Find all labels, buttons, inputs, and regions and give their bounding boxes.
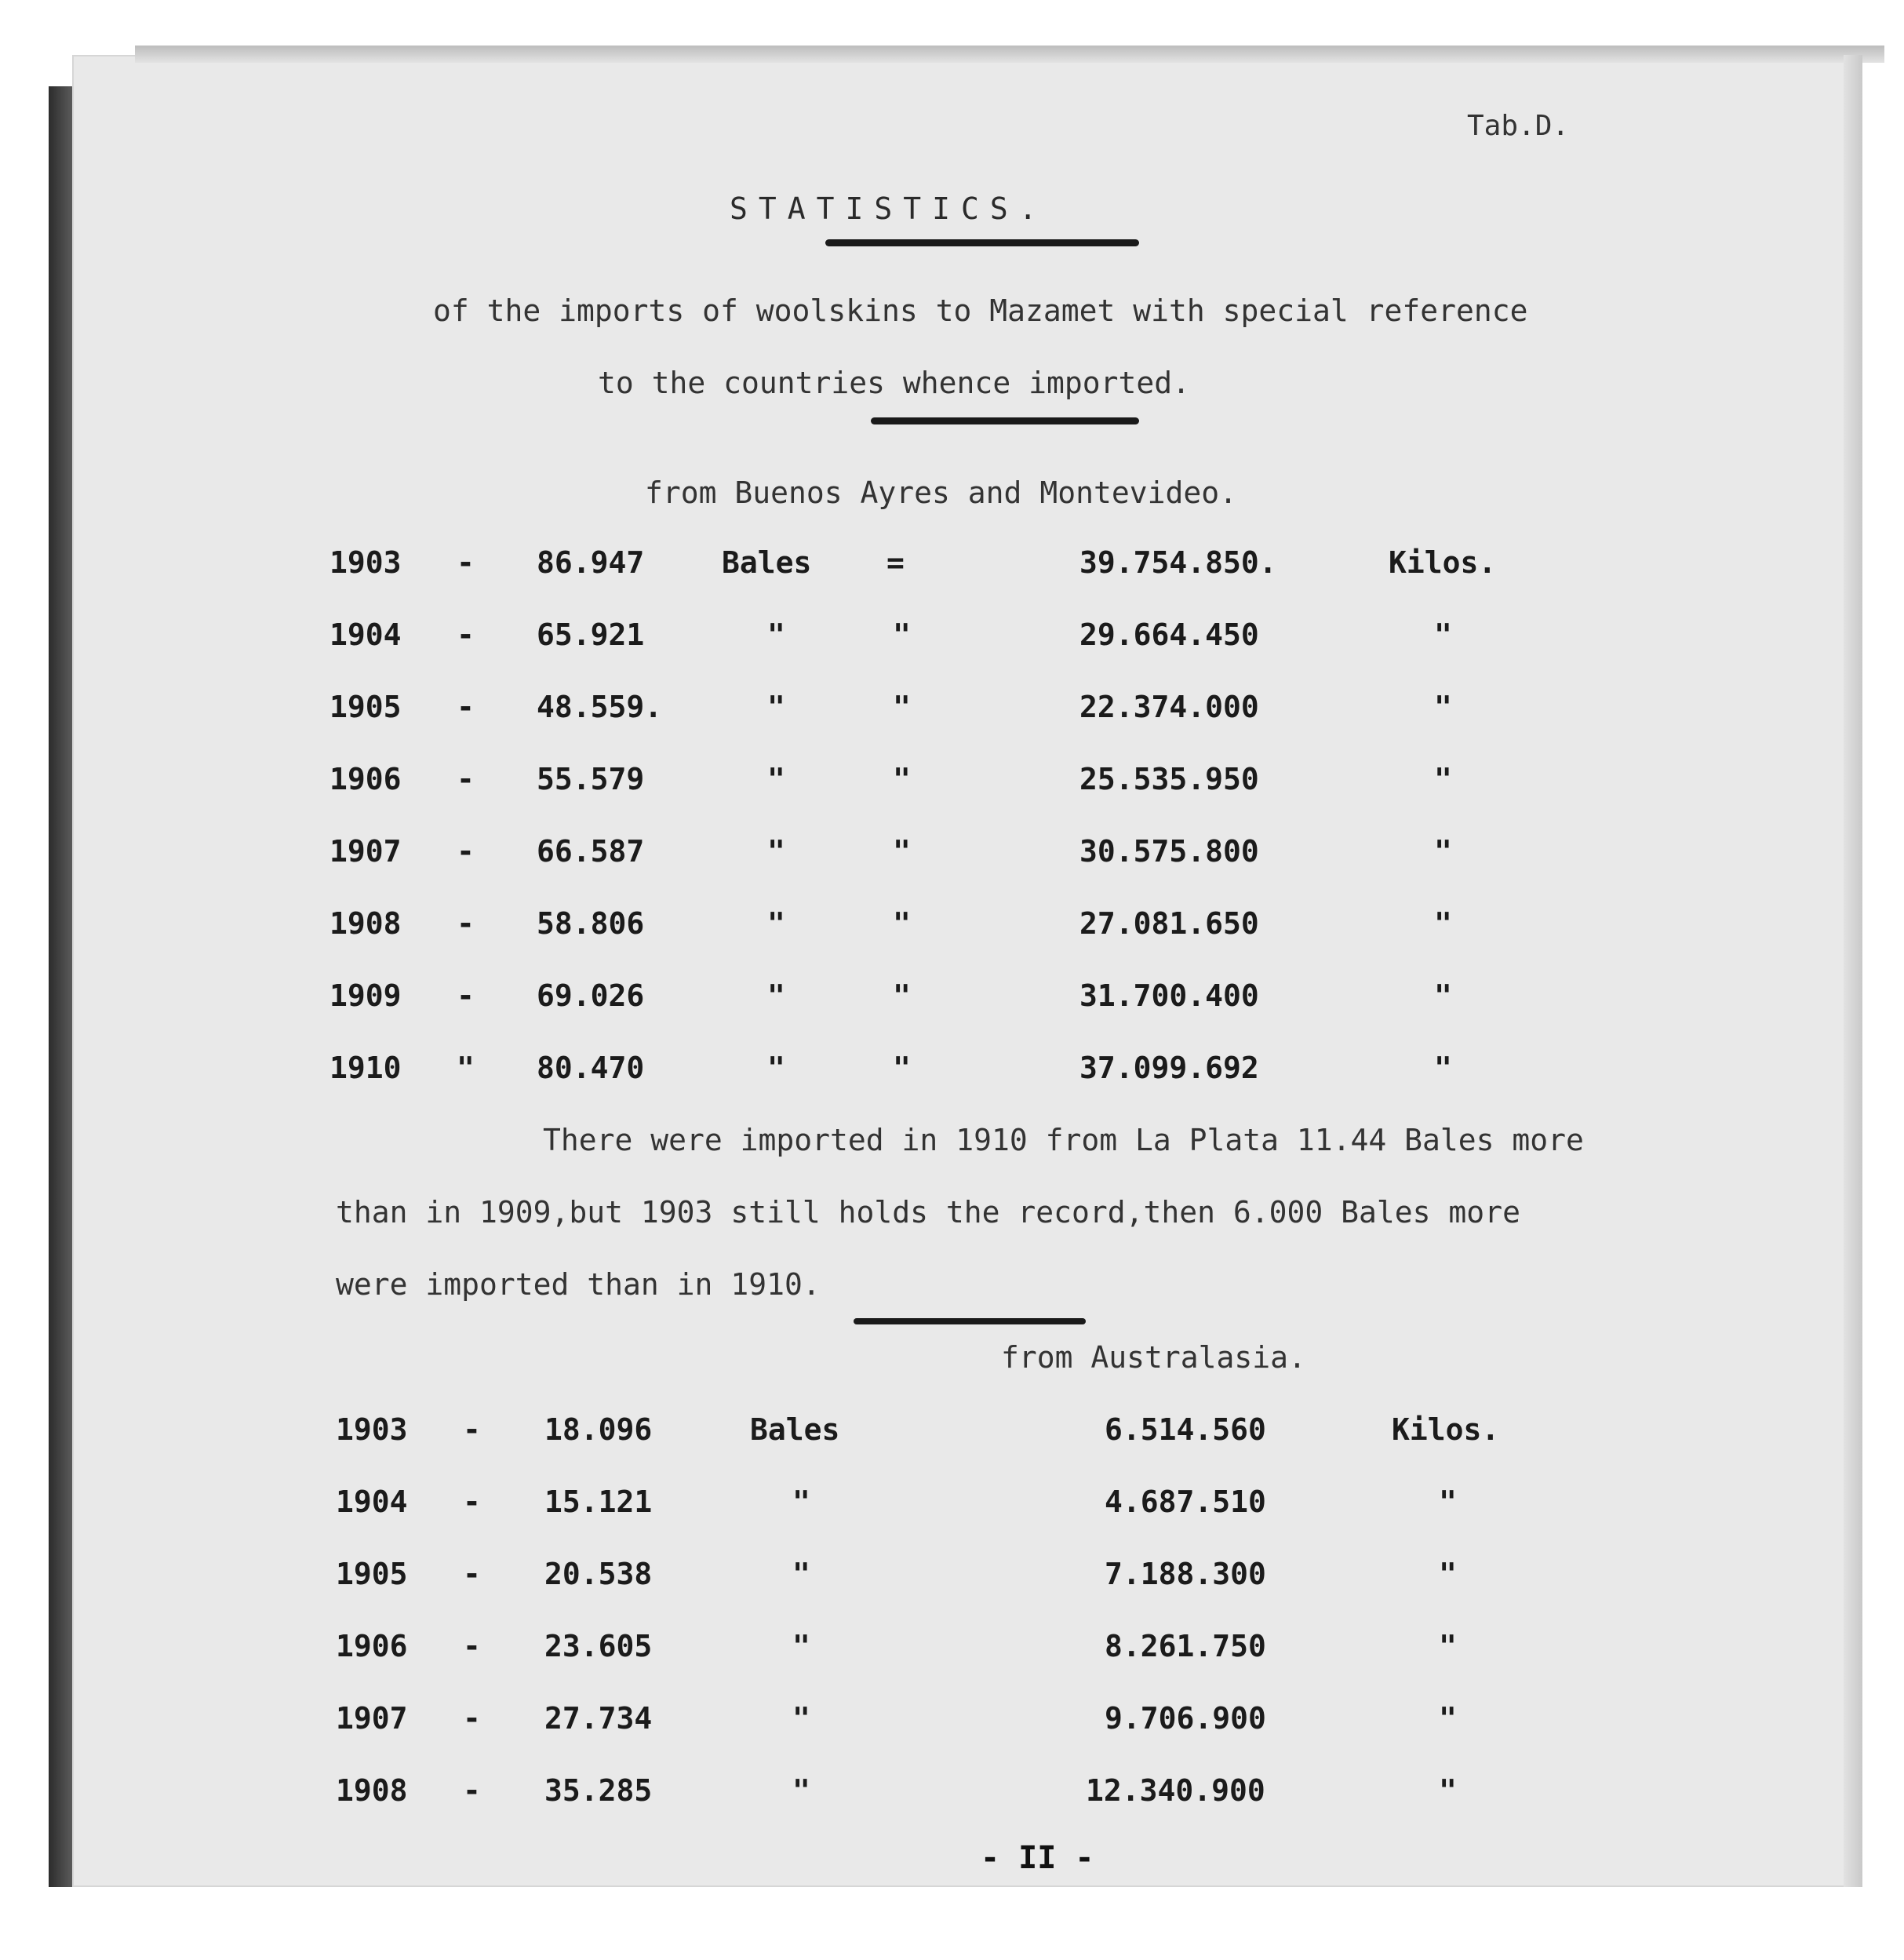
- row-unit-kilos: ": [1439, 1701, 1457, 1736]
- row-year: 1904: [336, 1485, 408, 1519]
- row-kilos: 7.188.300: [1105, 1557, 1266, 1591]
- row-equals: ": [893, 834, 911, 869]
- row-unit-bales: ": [767, 618, 785, 652]
- paper-top-edge: [135, 46, 1884, 63]
- row-bales: 80.470: [537, 1051, 645, 1085]
- row-year: 1904: [329, 618, 402, 652]
- row-unit-kilos: ": [1434, 762, 1452, 796]
- row-separator: -: [457, 906, 475, 941]
- row-kilos: 4.687.510: [1105, 1485, 1266, 1519]
- row-unit-kilos: Kilos.: [1392, 1412, 1500, 1447]
- row-equals: ": [893, 978, 911, 1013]
- row-separator: -: [463, 1629, 481, 1663]
- row-unit-kilos: ": [1434, 618, 1452, 652]
- row-unit-kilos: ": [1434, 906, 1452, 941]
- row-kilos: 29.664.450: [1079, 618, 1259, 652]
- row-equals: ": [893, 906, 911, 941]
- row-kilos: 37.099.692: [1079, 1051, 1259, 1085]
- row-unit-bales: ": [767, 1051, 785, 1085]
- row-separator: -: [457, 545, 475, 580]
- row-kilos: 6.514.560: [1105, 1412, 1266, 1447]
- row-equals: ": [893, 690, 911, 724]
- row-year: 1903: [336, 1412, 408, 1447]
- page-heading: STATISTICS.: [730, 191, 1048, 226]
- heading-underline: [825, 239, 1139, 246]
- row-bales: 86.947: [537, 545, 645, 580]
- row-unit-kilos: ": [1439, 1485, 1457, 1519]
- row-kilos: 8.261.750: [1105, 1629, 1266, 1663]
- row-separator: -: [463, 1485, 481, 1519]
- row-unit-kilos: ": [1439, 1557, 1457, 1591]
- row-kilos: 22.374.000: [1079, 690, 1259, 724]
- row-unit-bales: ": [767, 834, 785, 869]
- row-separator: -: [463, 1412, 481, 1447]
- row-unit-bales: ": [792, 1773, 810, 1808]
- row-bales: 58.806: [537, 906, 645, 941]
- row-year: 1909: [329, 978, 402, 1013]
- row-bales: 23.605: [544, 1629, 653, 1663]
- row-bales: 48.559.: [537, 690, 663, 724]
- row-year: 1908: [336, 1773, 408, 1808]
- row-separator: -: [463, 1557, 481, 1591]
- page-number: - II -: [981, 1840, 1094, 1876]
- row-year: 1905: [329, 690, 402, 724]
- row-year: 1908: [329, 906, 402, 941]
- row-separator: -: [463, 1701, 481, 1736]
- row-year: 1906: [336, 1629, 408, 1663]
- note-line-2: than in 1909,but 1903 still holds the record,then 6.000 Bales more: [336, 1195, 1520, 1230]
- row-equals: ": [893, 1051, 911, 1085]
- row-equals: =: [886, 545, 905, 580]
- table-label: Tab.D.: [1467, 110, 1570, 142]
- row-bales: 55.579: [537, 762, 645, 796]
- row-year: 1910: [329, 1051, 402, 1085]
- row-bales: 15.121: [544, 1485, 653, 1519]
- subtitle-underline: [871, 417, 1139, 424]
- row-kilos: 25.535.950: [1079, 762, 1259, 796]
- row-year: 1907: [336, 1701, 408, 1736]
- row-bales: 20.538: [544, 1557, 653, 1591]
- section-title-la-plata: from Buenos Ayres and Montevideo.: [645, 475, 1237, 510]
- row-unit-kilos: ": [1434, 978, 1452, 1013]
- row-kilos: 39.754.850.: [1079, 545, 1277, 580]
- row-separator: -: [457, 690, 475, 724]
- row-kilos: 9.706.900: [1105, 1701, 1266, 1736]
- row-year: 1906: [329, 762, 402, 796]
- row-unit-bales: ": [767, 978, 785, 1013]
- row-year: 1903: [329, 545, 402, 580]
- row-year: 1907: [329, 834, 402, 869]
- row-unit-kilos: ": [1434, 834, 1452, 869]
- row-separator: -: [463, 1773, 481, 1808]
- row-kilos: 31.700.400: [1079, 978, 1259, 1013]
- row-kilos: 30.575.800: [1079, 834, 1259, 869]
- row-separator: -: [457, 618, 475, 652]
- row-kilos: 12.340.900: [1086, 1773, 1265, 1808]
- row-equals: ": [893, 762, 911, 796]
- row-separator: -: [457, 834, 475, 869]
- row-separator: -: [457, 762, 475, 796]
- section-title-australasia: from Australasia.: [1001, 1340, 1306, 1375]
- subtitle-line-1: of the imports of woolskins to Mazamet with special reference: [433, 293, 1528, 328]
- paper-sheet: [72, 55, 1861, 1887]
- row-unit-kilos: ": [1439, 1773, 1457, 1808]
- row-unit-kilos: Kilos.: [1389, 545, 1497, 580]
- note-line-3: were imported than in 1910.: [336, 1267, 821, 1302]
- row-bales: 69.026: [537, 978, 645, 1013]
- note-line-1: There were imported in 1910 from La Plata 11.44 Bales more: [543, 1123, 1584, 1157]
- section-divider: [854, 1318, 1086, 1324]
- row-bales: 66.587: [537, 834, 645, 869]
- subtitle-line-2: to the countries whence imported.: [598, 366, 1190, 400]
- row-unit-bales: ": [767, 762, 785, 796]
- row-separator: ": [457, 1051, 475, 1085]
- row-unit-bales: ": [792, 1701, 810, 1736]
- row-unit-bales: ": [792, 1485, 810, 1519]
- paper-right-edge: [1844, 55, 1862, 1887]
- row-unit-bales: ": [792, 1557, 810, 1591]
- row-unit-bales: ": [767, 690, 785, 724]
- row-unit-bales: Bales: [722, 545, 812, 580]
- row-unit-bales: Bales: [750, 1412, 840, 1447]
- row-unit-kilos: ": [1439, 1629, 1457, 1663]
- row-separator: -: [457, 978, 475, 1013]
- row-bales: 35.285: [544, 1773, 653, 1808]
- row-unit-bales: ": [767, 906, 785, 941]
- row-bales: 18.096: [544, 1412, 653, 1447]
- row-kilos: 27.081.650: [1079, 906, 1259, 941]
- row-equals: ": [893, 618, 911, 652]
- row-year: 1905: [336, 1557, 408, 1591]
- row-unit-kilos: ": [1434, 690, 1452, 724]
- row-bales: 65.921: [537, 618, 645, 652]
- row-unit-kilos: ": [1434, 1051, 1452, 1085]
- row-unit-bales: ": [792, 1629, 810, 1663]
- row-bales: 27.734: [544, 1701, 653, 1736]
